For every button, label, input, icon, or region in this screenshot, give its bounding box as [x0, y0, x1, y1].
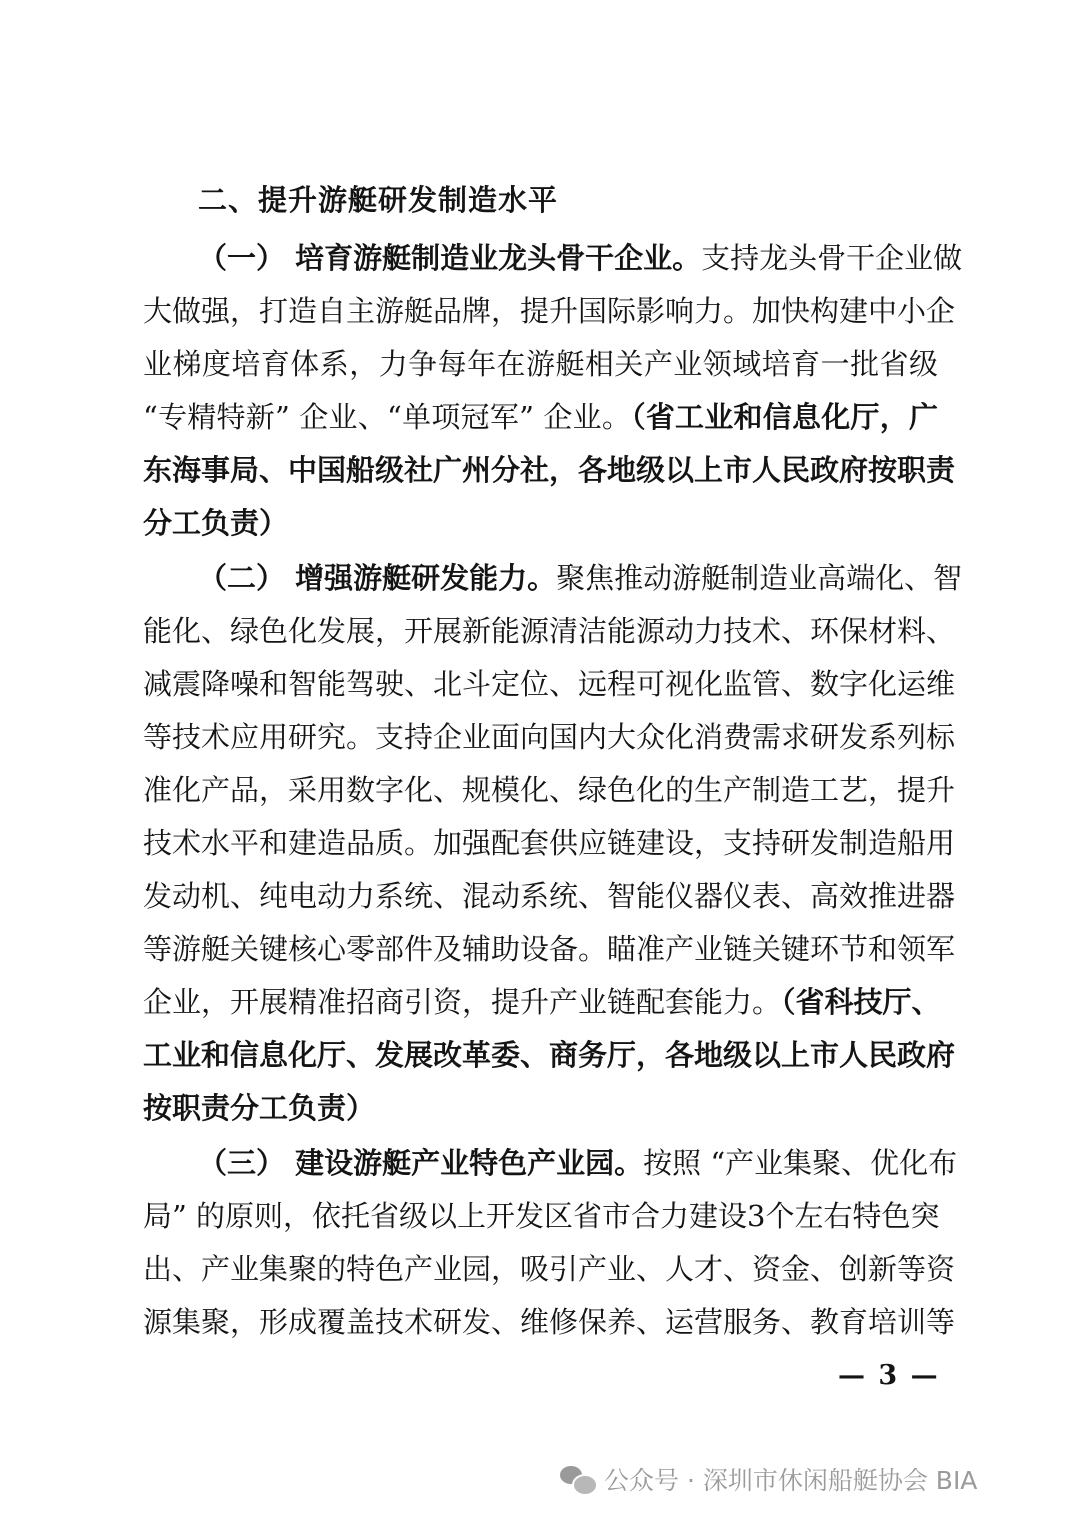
paragraph-line: [198, 556, 963, 600]
section-heading: 二、提升游艇研发制造水平: [198, 183, 559, 217]
responsible-dept: 工业和信息化厅、发展改革委、商务厅，各地级以上市人民政府: [143, 1038, 956, 1072]
responsible-dept: （省科技厅、: [781, 985, 941, 1019]
paragraph-text: 支持龙头骨干企业做: [701, 241, 963, 275]
responsible-dept: （省工业和信息化厅，广: [631, 400, 938, 434]
paragraph-line: 准化产品，采用数字化、规模化、绿色化的生产制造工艺，提升: [143, 773, 956, 807]
paragraph-text: 按照 “产业集聚、优化布: [643, 1146, 958, 1180]
paragraph-text: 企业，开展精准招商引资，提升产业链配套能力。: [143, 985, 782, 1019]
paragraph-lead: （三） 建设游艇产业特色产业园。: [198, 1146, 644, 1180]
paragraph-line: [143, 395, 938, 439]
paragraph-line: 能化、绿色化发展，开展新能源清洁能源动力技术、环保材料、: [143, 614, 956, 648]
paragraph-line: 大做强，打造自主游艇品牌，提升国际影响力。加快构建中小企: [143, 294, 956, 328]
responsible-dept: 按职责分工负责）: [143, 1091, 376, 1125]
wechat-icon: [560, 1464, 596, 1494]
paragraph-line: 发动机、纯电动力系统、混动系统、智能仪器仪表、高效推进器: [143, 879, 956, 913]
paragraph-line: 源集聚，形成覆盖技术研发、维修保养、运营服务、教育培训等: [143, 1305, 956, 1339]
paragraph-line: 减震降噪和智能驾驶、北斗定位、远程可视化监管、数字化运维: [143, 667, 956, 701]
watermark-footer: [560, 1457, 977, 1501]
responsible-dept: 分工负责）: [143, 506, 289, 540]
paragraph-line: [198, 236, 963, 280]
paragraph-line: 等技术应用研究。支持企业面向国内大众化消费需求研发系列标: [143, 720, 956, 754]
page-number: — 3 —: [838, 1360, 940, 1391]
paragraph-line: [143, 980, 941, 1024]
paragraph-lead: （一） 培育游艇制造业龙头骨干企业。: [198, 241, 702, 275]
paragraph-text: 聚焦推动游艇制造业高端化、智: [556, 561, 963, 595]
paragraph-line: 业梯度培育体系，力争每年在游艇相关产业领域培育一批省级: [143, 347, 938, 381]
watermark-text: 公众号 · 深圳市休闲船艇协会 BIA: [604, 1466, 978, 1495]
paragraph-line: 等游艇关键核心零部件及辅助设备。瞄准产业链关键环节和领军: [143, 932, 956, 966]
paragraph-text: “专精特新” 企业、“单项冠军” 企业。: [143, 400, 632, 434]
paragraph-line: [198, 1141, 958, 1185]
paragraph-line: 出、产业集聚的特色产业园，吸引产业、人才、资金、创新等资: [143, 1252, 956, 1286]
responsible-dept: 东海事局、中国船级社广州分社，各地级以上市人民政府按职责: [143, 453, 956, 487]
paragraph-lead: （二） 增强游艇研发能力。: [198, 561, 557, 595]
paragraph-line: 局” 的原则，依托省级以上开发区省市合力建设3个左右特色突: [143, 1199, 940, 1233]
paragraph-line: 技术水平和建造品质。加强配套供应链建设，支持研发制造船用: [143, 826, 956, 860]
